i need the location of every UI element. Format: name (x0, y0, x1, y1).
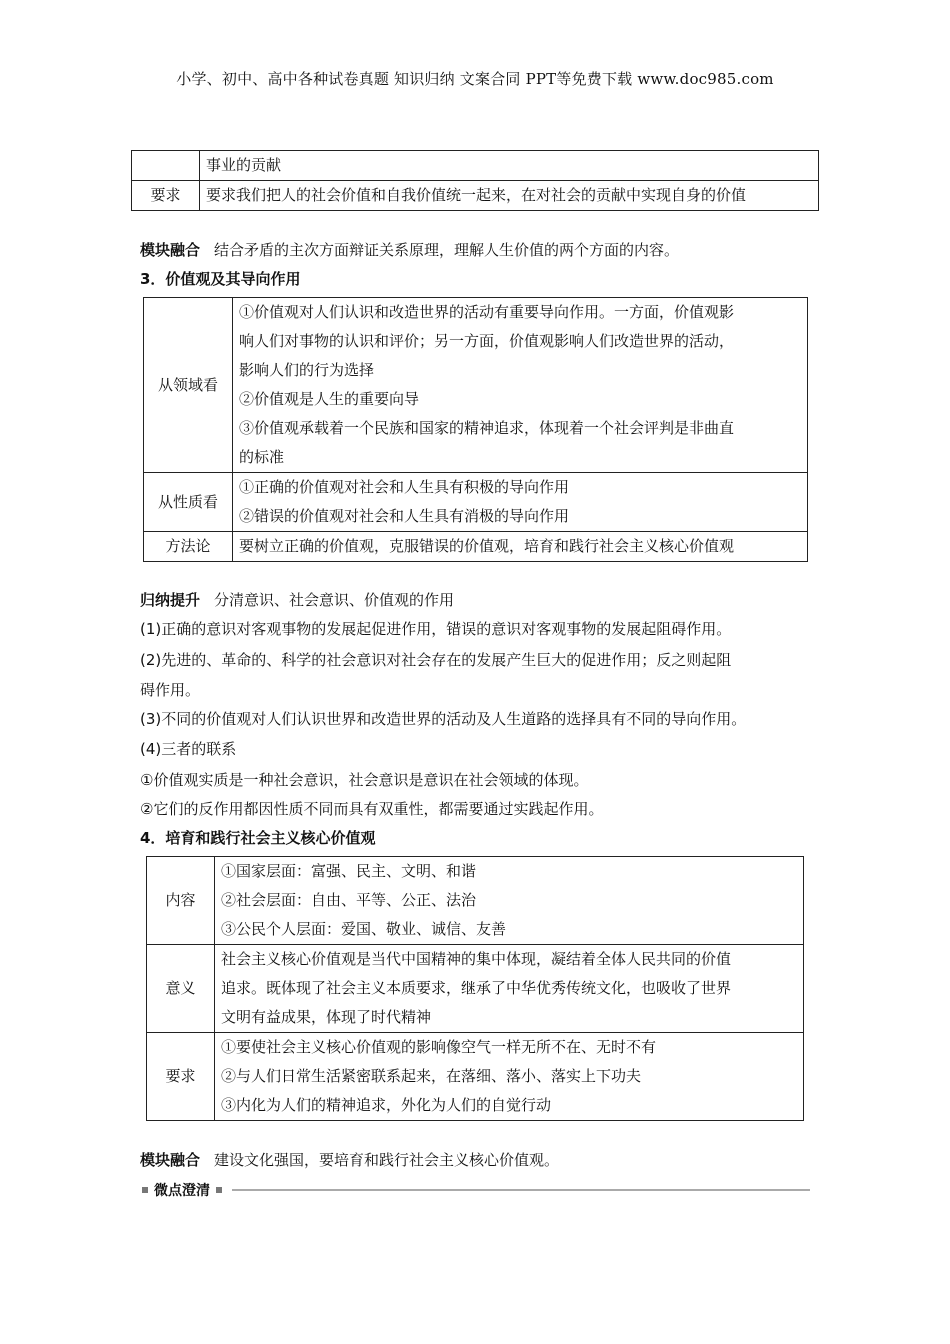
module-fusion-note (140, 235, 810, 265)
table-row (132, 151, 819, 181)
row-label: 内容 (147, 857, 215, 945)
content-line: ①价值观对人们认识和改造世界的活动有重要导向作用。一方面，价值观影 (239, 303, 735, 321)
row-label: 要求 (132, 181, 200, 211)
summary-title: 分清意识、社会意识、价值观的作用 (214, 591, 455, 609)
page-header: 小学、初中、高中各种试卷真题 知识归纳 文案合同 PPT等免费下载 www.doc985.com (176, 70, 774, 88)
row-text: 要求我们把人的社会价值和自我价值统一起来，在对社会的贡献中实现自身的价值 (200, 181, 819, 211)
content-line: ①要使社会主义核心价值观的影响像空气一样无所不在、无时不有 (221, 1038, 657, 1056)
section-4-title: 4．培育和践行社会主义核心价值观 (140, 829, 376, 847)
content-line: ②社会层面：自由、平等、公正、法治 (221, 891, 477, 909)
content-line: 追求。既体现了社会主义本质要求，继承了中华优秀传统文化，也吸收了世界 (221, 979, 732, 997)
content-line: ①正确的价值观对社会和人生具有积极的导向作用 (239, 478, 570, 496)
section-divider (140, 1180, 810, 1200)
table-row (147, 945, 804, 1033)
row-content (233, 473, 808, 532)
content-line: 的标准 (239, 448, 285, 466)
summary-paragraph: ②它们的反作用都因性质不同而具有双重性，都需要通过实践起作用。 (140, 800, 604, 818)
row-content (233, 532, 808, 562)
summary-heading (140, 585, 810, 615)
row-label: 方法论 (144, 532, 233, 562)
row-content (215, 857, 804, 945)
row-label (132, 151, 200, 181)
table-row (144, 532, 808, 562)
module-fusion-note (140, 1145, 810, 1175)
content-line: 影响人们的行为选择 (239, 361, 375, 379)
content-line: ③公民个人层面：爱国、敬业、诚信、友善 (221, 920, 507, 938)
table-core-values (146, 856, 804, 1121)
table-row (144, 298, 808, 473)
square-bullet-icon (142, 1187, 148, 1193)
content-line: ③价值观承载着一个民族和国家的精神追求，体现着一个社会评判是非曲直 (239, 419, 735, 437)
row-content (215, 945, 804, 1033)
summary-paragraph: (3)不同的价值观对人们认识世界和改造世界的活动及人生道路的选择具有不同的导向作用。 (140, 710, 747, 728)
row-content (215, 1033, 804, 1121)
row-label: 要求 (147, 1033, 215, 1121)
row-text: 事业的贡献 (200, 151, 819, 181)
fusion-tag: 模块融合 (140, 1151, 201, 1169)
summary-paragraph: (1)正确的意识对客观事物的发展起促进作用，错误的意识对客观事物的发展起阻碍作用。 (140, 620, 732, 638)
table-value-requirement (131, 150, 819, 211)
content-line: ②错误的价值观对社会和人生具有消极的导向作用 (239, 507, 570, 525)
row-label: 意义 (147, 945, 215, 1033)
summary-paragraph: (2)先进的、革命的、科学的社会意识对社会存在的发展产生巨大的促进作用；反之则起阻 (140, 651, 732, 669)
content-line: ②与人们日常生活紧密联系起来，在落细、落小、落实上下功夫 (221, 1067, 642, 1085)
section-3-title: 3．价值观及其导向作用 (140, 270, 301, 288)
divider-label: 微点澄清 (154, 1183, 210, 1199)
summary-paragraph: 碍作用。 (140, 681, 201, 699)
row-content (233, 298, 808, 473)
summary-paragraph: (4)三者的联系 (140, 740, 237, 758)
row-label: 从性质看 (144, 473, 233, 532)
table-row (147, 857, 804, 945)
fusion-text: 结合矛盾的主次方面辩证关系原理，理解人生价值的两个方面的内容。 (214, 241, 680, 259)
row-label: 从领域看 (144, 298, 233, 473)
content-line: 社会主义核心价值观是当代中国精神的集中体现，凝结着全体人民共同的价值 (221, 950, 732, 968)
summary-tag: 归纳提升 (140, 591, 201, 609)
fusion-tag: 模块融合 (140, 241, 201, 259)
table-row (147, 1033, 804, 1121)
square-bullet-icon (216, 1187, 222, 1193)
content-line: 要树立正确的价值观，克服错误的价值观，培育和践行社会主义核心价值观 (239, 537, 735, 555)
table-row (144, 473, 808, 532)
summary-paragraph: ①价值观实质是一种社会意识，社会意识是意识在社会领域的体现。 (140, 771, 589, 789)
content-line: 响人们对事物的认识和评价；另一方面，价值观影响人们改造世界的活动， (239, 332, 735, 350)
table-row (132, 181, 819, 211)
content-line: ①国家层面：富强、民主、文明、和谐 (221, 862, 477, 880)
content-line: ②价值观是人生的重要向导 (239, 390, 420, 408)
content-line: 文明有益成果，体现了时代精神 (221, 1008, 432, 1026)
divider-line (232, 1189, 810, 1191)
content-line: ③内化为人们的精神追求，外化为人们的自觉行动 (221, 1096, 552, 1114)
fusion-text: 建设文化强国，要培育和践行社会主义核心价值观。 (214, 1151, 560, 1169)
table-value-orientation (143, 297, 808, 562)
